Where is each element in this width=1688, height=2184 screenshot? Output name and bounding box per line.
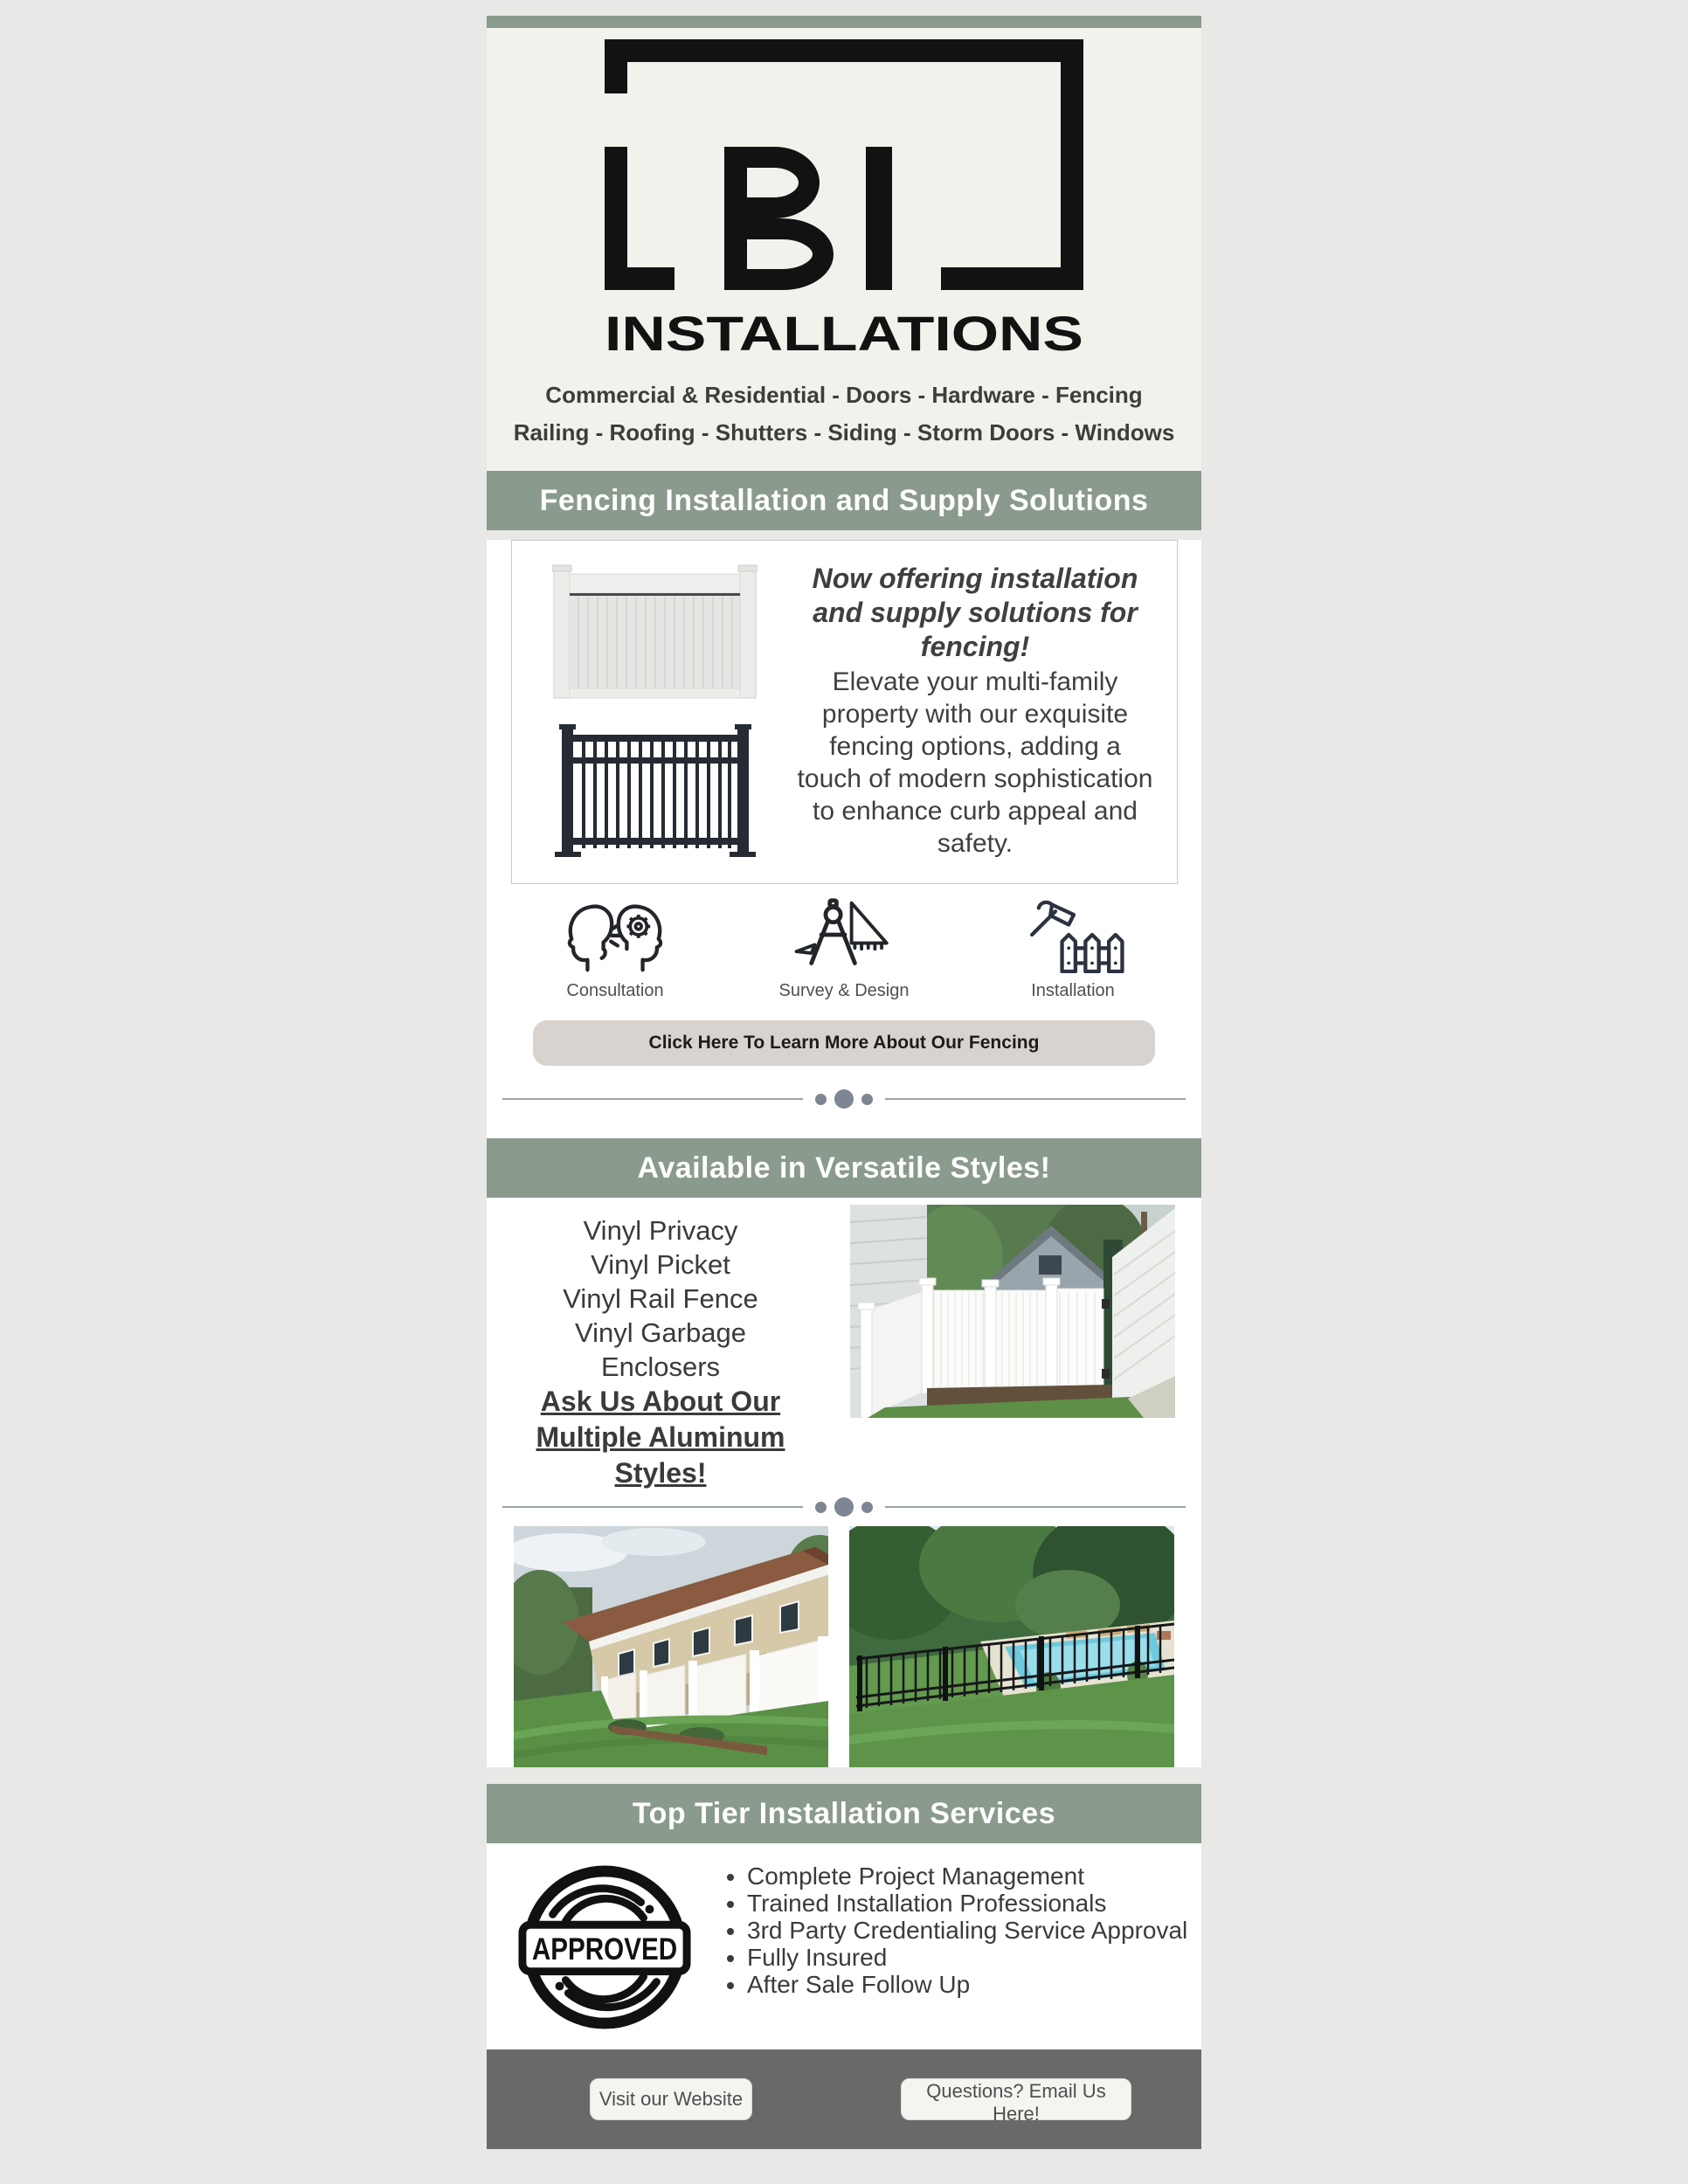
style-item: Enclosers xyxy=(600,1351,721,1382)
approved-stamp-icon xyxy=(518,1861,691,2034)
tagline-line2: Railing - Roofing - Shutters - Siding - Storm Doors - Windows xyxy=(513,419,1175,446)
services-section xyxy=(487,1843,1201,2049)
intro-box xyxy=(511,540,1178,884)
pool-fence-photo xyxy=(849,1526,1174,1767)
service-item: • Trained Installation Professionals xyxy=(747,1890,1187,1917)
aluminum-callout-line: Styles! xyxy=(614,1457,707,1489)
survey-design-icon xyxy=(789,896,899,973)
white-vinyl-fence-image xyxy=(552,560,758,705)
installation-icon xyxy=(1018,896,1128,973)
style-item: Vinyl Picket xyxy=(591,1249,730,1280)
aluminum-callout-line: Ask Us About Our xyxy=(540,1386,781,1417)
fencing-intro-section xyxy=(487,540,1201,1138)
vinyl-fence-gate-photo xyxy=(850,1205,1175,1491)
banner-fencing-solutions: Fencing Installation and Supply Solutions xyxy=(487,471,1201,530)
process-icons-row xyxy=(487,896,1201,1001)
process-label: Installation xyxy=(1031,981,1115,1000)
intro-body: Elevate your multi-family property with our exquisite fencing options, adding a touch of modern sophistication to enhance curb appeal and safety. xyxy=(797,667,1153,858)
learn-more-fencing-button[interactable]: Click Here To Learn More About Our Fencing xyxy=(533,1020,1155,1066)
email-body xyxy=(487,0,1201,2149)
style-item: Vinyl Rail Fence xyxy=(563,1283,758,1314)
banner-top-tier-services: Top Tier Installation Services xyxy=(487,1784,1201,1843)
process-label: Survey & Design xyxy=(778,981,910,1000)
black-aluminum-fence-image xyxy=(555,721,756,860)
services-bullet-list xyxy=(717,1861,1187,2049)
process-installation xyxy=(990,896,1156,1001)
visit-website-button[interactable]: Visit our Website xyxy=(590,2078,752,2120)
service-item: • Complete Project Management xyxy=(747,1863,1187,1890)
logo-word: INSTALLATIONS xyxy=(605,306,1083,354)
townhouse-fence-photo xyxy=(514,1526,828,1767)
intro-headline: Now offering installation and supply solutions for fencing! xyxy=(812,563,1138,662)
banner-versatile-styles: Available in Versatile Styles! xyxy=(487,1138,1201,1198)
section-divider xyxy=(502,1089,1186,1109)
service-item: • After Sale Follow Up xyxy=(747,1971,1187,1998)
style-item: Vinyl Privacy xyxy=(583,1215,738,1246)
lbi-logo xyxy=(605,39,1083,354)
service-item: • 3rd Party Credentialing Service Approval xyxy=(747,1917,1187,1944)
tagline-line1: Commercial & Residential - Doors - Hardware - Fencing xyxy=(545,382,1143,408)
process-consultation xyxy=(532,896,698,1001)
divider-dots xyxy=(803,1089,885,1109)
gallery-row xyxy=(487,1526,1201,1767)
styles-section xyxy=(487,1198,1201,1767)
email-us-button[interactable]: Questions? Email Us Here! xyxy=(901,2078,1131,2120)
consultation-icon xyxy=(560,896,670,973)
footer xyxy=(487,2049,1201,2149)
style-item: Vinyl Garbage xyxy=(575,1317,746,1348)
aluminum-callout-line: Multiple Aluminum xyxy=(536,1421,785,1453)
styles-list xyxy=(487,1198,834,1491)
process-survey-design xyxy=(761,896,927,1001)
process-label: Consultation xyxy=(566,981,664,1000)
intro-product-images xyxy=(524,560,786,864)
divider-dots xyxy=(803,1496,885,1517)
top-accent-bar xyxy=(487,16,1201,28)
section-divider xyxy=(502,1496,1186,1517)
service-item: • Fully Insured xyxy=(747,1944,1187,1971)
intro-text xyxy=(786,560,1165,864)
header xyxy=(487,28,1201,471)
approved-stamp-text: APPROVED xyxy=(531,1931,678,1966)
